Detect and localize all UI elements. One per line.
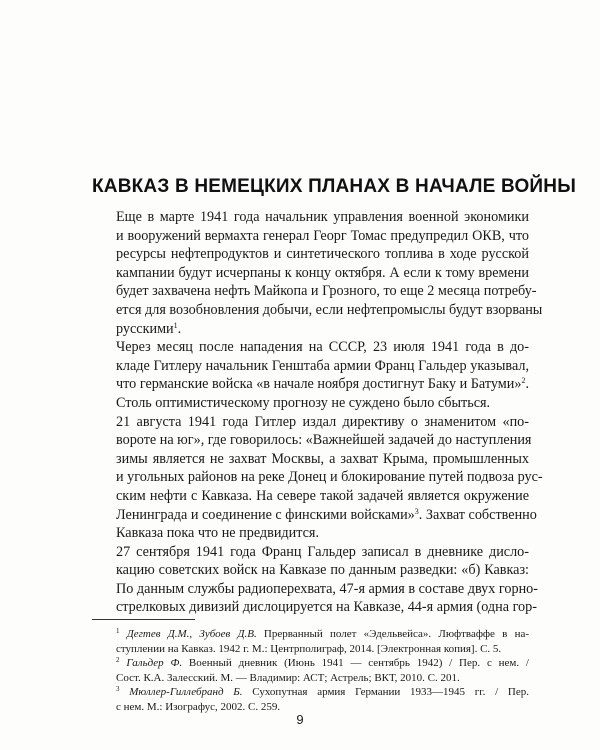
- footnote-ref: 3: [414, 506, 419, 516]
- paragraph-2: [92, 338, 529, 412]
- page-number: 9: [296, 712, 304, 727]
- text-line: и вооружений вермахта генерал Георг Томас предупредил ОКВ, что: [116, 227, 529, 244]
- footnote-3: [92, 685, 529, 714]
- text-line: и угольных районов на реке Донец и блокирование путей подвоза рус-: [116, 469, 543, 486]
- text-line: кладе Гитлеру начальник Генштаба армии Франц Гальдер указывал,: [116, 357, 529, 374]
- text-line: Еще в марте 1941 года начальник управления военной экономики: [116, 209, 529, 225]
- text-line: стрелковых дивизий дислоцируется на Кавказе, 44-я армия (одна гор-: [116, 599, 537, 616]
- text-line: кампании будут исчерпаны к концу октября. А если к тому времени: [116, 264, 529, 281]
- footnote-text: Сост. К.А. Залесский. М. — Владимир: АСТ; Астрель; ВКТ, 2010. С. 201.: [116, 671, 460, 684]
- text-line: ется для возобновления добычи, если нефтепромыслы будут взорваны: [116, 301, 543, 318]
- footnote-text: Прерванный полет «Эдельвейса». Люфтваффе в на-: [256, 628, 529, 640]
- footnote-author: Мюллер-Гиллебранд Б.: [129, 686, 243, 699]
- text-line: 21 августа 1941 года Гитлер издал директиву о знаменитом «по-: [116, 413, 529, 430]
- text-line: кацию советских войск на Кавказе по данным разведки: «б) Кавказ:: [116, 562, 529, 579]
- footnote-ref: 1: [173, 320, 178, 330]
- text-line: ресурсы нефтепродуктов и синтетического топлива в ходе русской: [116, 246, 529, 263]
- paragraph-1: [92, 208, 543, 338]
- footnote-2: [92, 656, 529, 685]
- text-line: [92, 685, 529, 700]
- footnote-1: [92, 627, 529, 656]
- text-line: [92, 656, 529, 671]
- footnotes: [92, 627, 529, 715]
- text-line: По данным службы радиоперехвата, 47-я армия в составе двух горно-: [116, 580, 538, 597]
- footnote-ref: 2: [521, 376, 526, 386]
- footnote-text: с нем. М.: Изографус, 2002. С. 259.: [116, 700, 281, 713]
- footnote-number: 1: [116, 627, 120, 635]
- chapter-heading: КАВКАЗ В НЕМЕЦКИХ ПЛАНАХ В НАЧАЛЕ ВОЙНЫ: [92, 176, 577, 197]
- footnote-text: ступлении на Кавказ. 1942 г. М.: Центрполиграф, 2014. [Электронная копия]. С. 5.: [116, 642, 502, 655]
- footnote-author: Дегтев Д.М., Зубоев Д.В.: [126, 628, 257, 640]
- paragraph-4: [92, 543, 538, 617]
- footnote-text: Военный дневник (Июнь 1941 — сентябрь 1942) / Пер. с нем. /: [182, 657, 529, 670]
- footnote-divider: [92, 619, 195, 620]
- text-line: [92, 506, 537, 525]
- text-fragment: русскими: [116, 320, 174, 337]
- paragraph-3: [92, 413, 543, 543]
- text-fragment: что германские войска «в начале ноября достигнут Баку и Батуми»: [116, 376, 522, 393]
- text-line: Столь оптимистическому прогнозу не суждено было сбыться.: [116, 394, 491, 411]
- text-fragment: .: [525, 376, 529, 393]
- text-line: [92, 375, 529, 394]
- text-fragment: . Захват собственно: [418, 506, 537, 523]
- text-line: [92, 627, 529, 642]
- body-text: [92, 208, 543, 617]
- footnote-number: 2: [116, 656, 120, 665]
- text-line: Кавказа пока что не предвидится.: [116, 525, 319, 542]
- text-line: будет захвачена нефть Майкопа и Грозного, то еще 2 месяца потребу-: [116, 283, 537, 300]
- text-line: зимы является не захват Москвы, а захват Крыма, промышленных: [116, 450, 529, 467]
- text-line: Через месяц после нападения на СССР, 23 июля 1941 года в до-: [116, 339, 529, 356]
- footnote-number: 3: [116, 685, 120, 694]
- text-fragment: Ленинграда и соединение с финскими войсками»: [116, 506, 415, 523]
- text-line: вороте на юг», где говорилось: «Важнейшей задачей до наступления: [116, 432, 532, 449]
- footnote-text: Сухопутная армия Германии 1933—1945 гг. / Пер.: [242, 686, 529, 699]
- text-line: ским нефти с Кавказа. На севере такой задачей является окружение: [116, 487, 529, 504]
- text-line: 27 сентября 1941 года Франц Гальдер записал в дневнике дисло-: [116, 543, 529, 560]
- text-line: русскими$^1$.: [116, 320, 182, 337]
- footnote-author: Гальдер Ф.: [126, 657, 183, 670]
